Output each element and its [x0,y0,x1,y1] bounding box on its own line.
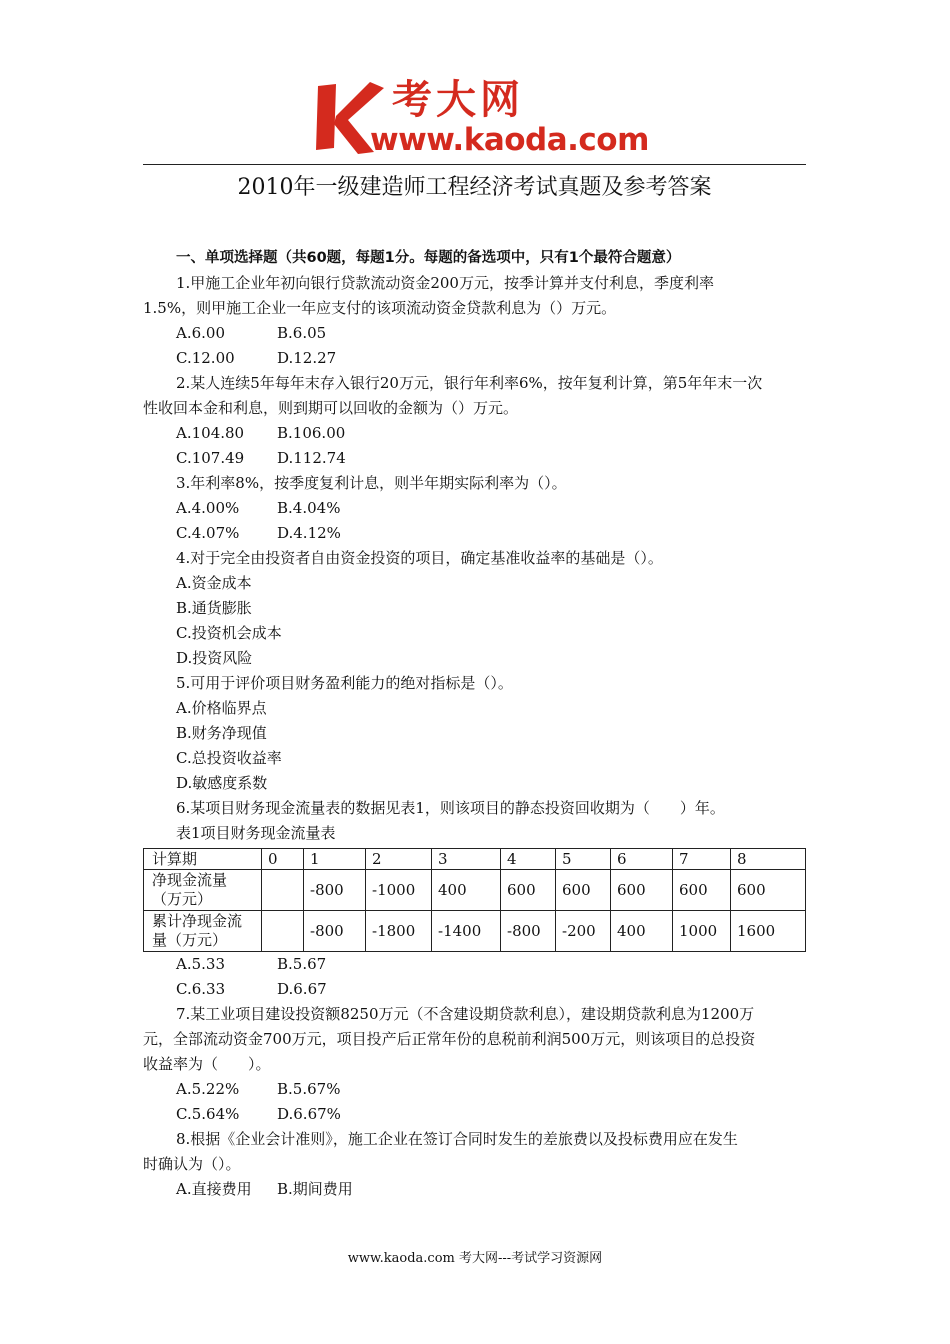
row-label-line: 累计净现金流 [152,912,243,930]
option-c: C.107.49 [176,449,245,467]
options-row [143,1177,806,1202]
option-c: C.6.33 [176,980,226,998]
question-stem: 8.根据《企业会计准则》，施工企业在签订合同时发生的差旅费以及投标费用应在发生 [176,1130,738,1148]
table-cell: 1 [304,849,366,870]
option-c: C.总投资收益率 [176,749,282,767]
options-row [143,1077,806,1102]
question-stem: 7.某工业项目建设投资额8250万元（不含建设期贷款利息），建设期贷款利息为1200万 [176,1005,755,1023]
table-row-label [144,870,262,911]
document-body [143,246,806,1202]
table-header-row [144,849,806,870]
table-cell: 0 [262,849,304,870]
row-label-line: （万元） [152,890,213,908]
logo-chinese-text: 考大网 [392,77,524,123]
logo-url-text: www.kaoda.com [370,122,649,158]
table-cell: 600 [673,870,731,911]
options-row [143,346,806,371]
table-cell: 2 [366,849,432,870]
row-label-line: 量（万元） [152,931,228,949]
table-caption: 表1项目财务现金流量表 [176,824,336,842]
table-cell: 600 [556,870,611,911]
table-cell: -800 [501,911,556,952]
document-title: 2010年一级建造师工程经济考试真题及参考答案 [237,175,712,200]
option-d: D.112.74 [277,449,346,467]
table-cell: 600 [501,870,556,911]
option-a: A.5.22% [176,1080,240,1098]
table-cell [262,911,304,952]
option-c: C.12.00 [176,349,235,367]
question-stem: 收益率为（ ）。 [143,1055,271,1073]
option-a: A.104.80 [176,424,245,442]
table-cell: 5 [556,849,611,870]
question-stem: 6.某项目财务现金流量表的数据见表1，则该项目的静态投资回收期为（ ）年。 [176,799,725,817]
page-footer: www.kaoda.com 考大网---考试学习资源网 [347,1251,603,1266]
option-b: B.期间费用 [277,1180,353,1198]
option-a: A.5.33 [176,955,225,973]
options-row [143,1102,806,1127]
option-c: C.4.07% [176,524,240,542]
table-cell: 400 [432,870,501,911]
table-cell: 3 [432,849,501,870]
table-cell: 600 [611,870,673,911]
options-row [143,421,806,446]
option-d: D.12.27 [277,349,337,367]
question-stem: 元，全部流动资金700万元，项目投产后正常年份的息税前利润500万元，则该项目的总投资 [143,1030,756,1048]
options-row [143,977,806,1002]
kaoda-logo [312,77,649,158]
table-row [144,870,806,911]
section-heading: 一、单项选择题（共60题，每题1分。每题的备选项中，只有1个最符合题意） [176,250,681,266]
question-stem: 5.可用于评价项目财务盈利能力的绝对指标是（）。 [176,674,513,692]
option-c: C.投资机会成本 [176,624,282,642]
option-d: D.4.12% [277,524,341,542]
cash-flow-table [143,848,806,952]
options-row [143,952,806,977]
table-cell [262,870,304,911]
option-a: A.直接费用 [176,1180,252,1198]
question-stem: 2.某人连续5年每年末存入银行20万元，银行年利率6%，按年复利计算，第5年年末一次 [176,374,763,392]
options-row [143,496,806,521]
option-b: B.财务净现值 [176,724,267,742]
table-cell: -800 [304,870,366,911]
option-d: D.敏感度系数 [176,774,268,792]
table-cell: -200 [556,911,611,952]
header-divider [143,164,806,165]
table-cell: -1400 [432,911,501,952]
table-cell: 7 [673,849,731,870]
option-a: A.资金成本 [176,574,252,592]
table-cell: -1800 [366,911,432,952]
table-cell: 8 [731,849,806,870]
option-b: B.5.67% [277,1080,341,1098]
option-c: C.5.64% [176,1105,240,1123]
option-b: B.5.67 [277,955,327,973]
options-row [143,446,806,471]
option-a: A.6.00 [176,324,225,342]
table-cell: 400 [611,911,673,952]
question-stem: 时确认为（）。 [143,1155,241,1173]
question-stem: 1.甲施工企业年初向银行贷款流动资金200万元，按季计算并支付利息，季度利率 [176,274,714,292]
option-b: B.通货膨胀 [176,599,252,617]
table-cell: 1600 [731,911,806,952]
table-cell: 4 [501,849,556,870]
options-row [143,521,806,546]
table-cell: 600 [731,870,806,911]
question-stem: 性收回本金和利息，则到期可以回收的金额为（）万元。 [143,399,519,417]
option-a: A.价格临界点 [176,699,267,717]
row-label-line: 净现金流量 [152,871,228,889]
table-cell: -1000 [366,870,432,911]
question-stem: 4.对于完全由投资者自由资金投资的项目，确定基准收益率的基础是（）。 [176,549,663,567]
option-d: D.6.67 [277,980,327,998]
option-b: B.6.05 [277,324,327,342]
option-d: D.6.67% [277,1105,341,1123]
question-stem: 3.年利率8%，按季度复利计息，则半年期实际利率为（）。 [176,474,567,492]
table-cell: 1000 [673,911,731,952]
table-row-label [144,911,262,952]
option-b: B.106.00 [277,424,346,442]
option-d: D.投资风险 [176,649,253,667]
table-cell: 计算期 [144,849,262,870]
table-cell: 6 [611,849,673,870]
table-cell: -800 [304,911,366,952]
table-row [144,911,806,952]
option-b: B.4.04% [277,499,341,517]
option-a: A.4.00% [176,499,240,517]
question-stem: 1.5%，则甲施工企业一年应支付的该项流动资金贷款利息为（）万元。 [143,299,617,317]
options-row [143,321,806,346]
